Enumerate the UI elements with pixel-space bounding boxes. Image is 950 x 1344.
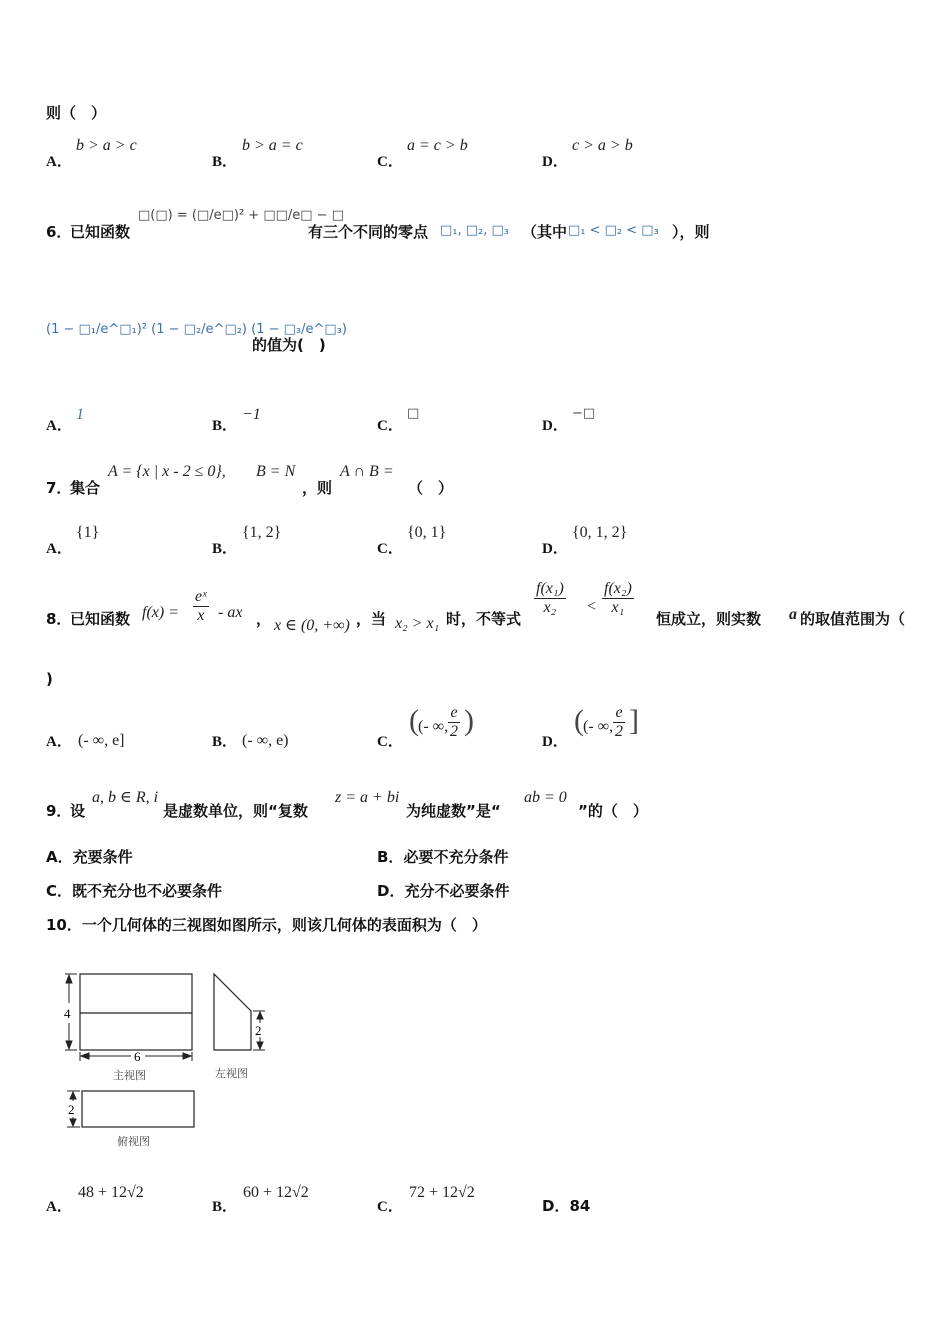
q10-option-a-label: A． — [46, 1199, 72, 1215]
q9-ab: ab = 0 — [524, 789, 567, 806]
q8-option-d-bracket-open: ( — [574, 704, 584, 737]
q8-option-c-expr-open: (- ∞, — [418, 718, 449, 735]
q8-f-tail: - ax — [218, 604, 243, 621]
q8-option-c-bracket-close: ) — [464, 704, 474, 737]
q8-f-numerator: eˣ — [195, 588, 207, 605]
q7-option-c-label: C． — [377, 541, 403, 557]
q9-number: 9． — [46, 802, 72, 820]
q9-complex: z = a + bi — [335, 789, 400, 806]
q10-option-b-label: B． — [212, 1199, 238, 1215]
q8-number: 8． — [46, 610, 72, 628]
q6-function-expr: □(□) = (□/e□)² + □□/e□ − □ — [138, 208, 344, 223]
q8-option-c-fraction — [448, 704, 460, 741]
q8-option-d-fraction — [613, 704, 625, 741]
q7-mid: ，则 — [302, 479, 333, 497]
q6-zeros: □₁, □₂, □₃ — [440, 223, 510, 238]
q8-f-lhs: f(x) = — [142, 604, 179, 621]
top-view-label: 俯视图 — [117, 1135, 150, 1148]
q6-option-c-label: C． — [377, 418, 403, 434]
q8-comma: ， — [256, 610, 272, 628]
q8-prefix: 已知函数 — [70, 610, 131, 628]
q8-option-b-expr: (- ∞, e) — [242, 732, 289, 749]
q8-option-a-label: A． — [46, 734, 72, 750]
q6-prefix: 已知函数 — [70, 223, 131, 241]
q10-option-c-label: C． — [377, 1199, 403, 1215]
q7-option-b-label: B． — [212, 541, 238, 557]
q8-ineq-right-fraction — [602, 580, 634, 617]
q5-option-c-expr: a = c > b — [407, 137, 468, 154]
top-view-outline — [82, 1091, 194, 1127]
q5-stem: 则（ ） — [46, 104, 107, 122]
q6-product-expr: (1 − □₁/e^□₁)² (1 − □₂/e^□₂) (1 − □₃/e^□₃) — [46, 322, 347, 337]
q8-option-d-label: D． — [542, 734, 568, 750]
q8-condition: x₂ > x₁ — [395, 615, 440, 632]
q5-option-a-expr: b > a > c — [76, 137, 137, 154]
q10-option-a-expr: 48 + 12√2 — [78, 1184, 144, 1201]
q9-option-c-label: C． — [46, 882, 73, 900]
q8-ineq-op: < — [587, 598, 597, 615]
q10-option-d — [542, 1195, 590, 1216]
q8-close: ) — [46, 670, 53, 688]
q7-intersection: A ∩ B = — [340, 463, 394, 480]
q7-option-d-expr: {0, 1, 2} — [572, 524, 628, 541]
q8-option-c-bracket-open: ( — [409, 704, 419, 737]
q9-option-a — [46, 846, 133, 867]
q9-option-d-label: D． — [377, 882, 405, 900]
q6-cond: □₁ < □₂ < □₃ — [568, 223, 659, 238]
dim-2-top-label: 2 — [68, 1102, 75, 1117]
q8-option-b-label: B． — [212, 734, 238, 750]
q10-option-d-expr: 84 — [569, 1197, 591, 1215]
q8-f-denominator: x — [197, 607, 205, 624]
q9-option-b-text: 必要不充分条件 — [403, 848, 509, 866]
q7-option-a-label: A． — [46, 541, 72, 557]
q8-option-d-denominator: 2 — [615, 723, 623, 740]
q8-option-c-label: C． — [377, 734, 403, 750]
q5-option-d-label: D． — [542, 154, 568, 170]
q9-text2: 为纯虚数”是“ — [406, 802, 501, 820]
q8-option-c-denominator: 2 — [450, 723, 458, 740]
side-view-label: 左视图 — [215, 1067, 248, 1080]
q9-text1: 是虚数单位，则“复数 — [163, 802, 308, 820]
three-view-figure — [55, 965, 275, 1155]
q6-option-a-label: A． — [46, 418, 72, 434]
q6-middle: 有三个不同的零点 — [308, 223, 429, 241]
q8-ineq-right-numerator: f(x₂) — [604, 580, 632, 597]
q7-set-a: A = {x | x - 2 ≤ 0}, — [108, 463, 226, 480]
q6-cond-close: ），则 — [672, 223, 710, 241]
q8-ineq-left-numerator: f(x₁) — [536, 580, 564, 597]
q10-stem: 10．一个几何体的三视图如图所示，则该几何体的表面积为（ ） — [46, 916, 487, 934]
q7-option-c-expr: {0, 1} — [407, 524, 447, 541]
q5-option-b-label: B． — [212, 154, 238, 170]
q8-domain: x ∈ (0, +∞) — [274, 617, 350, 634]
q6-option-b-label: B． — [212, 418, 238, 434]
q7-option-b-expr: {1, 2} — [242, 524, 282, 541]
q8-option-d-expr-open: (- ∞, — [583, 718, 614, 735]
q8-shi: 时，不等式 — [446, 610, 522, 628]
q8-option-c-numerator: e — [448, 704, 460, 723]
q8-var: a — [789, 606, 797, 623]
q6-suffix: 的值为( ) — [252, 336, 326, 354]
q7-prefix: 集合 — [70, 479, 101, 497]
q8-option-d-numerator: e — [613, 704, 625, 723]
q8-ineq-left-fraction — [534, 580, 566, 617]
q7-suffix: （ ） — [408, 479, 454, 497]
dim-6-label: 6 — [134, 1049, 141, 1064]
q8-option-d-bracket-close: ] — [629, 704, 639, 737]
q9-condition: a, b ∈ R, i — [92, 789, 159, 806]
q8-ineq-left-denominator: x₂ — [543, 599, 557, 616]
q5-option-d-expr: c > a > b — [572, 137, 633, 154]
q9-option-d — [377, 880, 509, 901]
q10-option-c-expr: 72 + 12√2 — [409, 1184, 475, 1201]
q6-option-a-expr: 1 — [76, 406, 84, 423]
q8-option-a-expr: (- ∞, e] — [78, 732, 125, 749]
q9-option-a-text: 充要条件 — [72, 848, 133, 866]
q7-set-b: B = N — [256, 463, 296, 480]
q8-f-fraction — [193, 588, 209, 625]
top-view — [82, 1091, 194, 1127]
q8-suffix2: 的取值范围为（ — [800, 610, 906, 628]
q8-suffix: 恒成立，则实数 — [656, 610, 762, 628]
q6-number: 6． — [46, 223, 72, 241]
q10-option-d-label: D． — [542, 1197, 570, 1215]
q8-ineq-right-denominator: x₁ — [611, 599, 625, 616]
q7-number: 7． — [46, 479, 72, 497]
q5-option-c-label: C． — [377, 154, 403, 170]
side-view — [214, 974, 251, 1050]
q9-option-d-text: 充分不必要条件 — [404, 882, 510, 900]
q6-option-d-label: D． — [542, 418, 568, 434]
q9-prefix: 设 — [70, 802, 86, 820]
q7-option-a-expr: {1} — [76, 524, 100, 541]
q9-option-c — [46, 880, 222, 901]
q9-option-a-label: A． — [46, 848, 73, 866]
dim-2-side-label: 2 — [255, 1023, 262, 1038]
q5-option-a-label: A． — [46, 154, 72, 170]
side-view-outline — [214, 974, 251, 1050]
dim-4-label: 4 — [64, 1006, 71, 1021]
front-view-label: 主视图 — [113, 1069, 146, 1082]
q9-option-b — [377, 846, 508, 867]
q5-option-b-expr: b > a = c — [242, 137, 303, 154]
q6-option-d-expr: −□ — [572, 406, 596, 421]
q6-cond-open: （其中 — [522, 223, 568, 241]
q7-option-d-label: D． — [542, 541, 568, 557]
front-view-outline — [80, 974, 192, 1050]
q10-option-b-expr: 60 + 12√2 — [243, 1184, 309, 1201]
q6-option-c-expr: □ — [407, 406, 420, 421]
q9-text3: ”的（ ） — [578, 802, 648, 820]
q8-dang: ，当 — [356, 610, 387, 628]
q9-option-c-text: 既不充分也不必要条件 — [72, 882, 223, 900]
q9-option-b-label: B． — [377, 848, 404, 866]
q6-option-b-expr: −1 — [242, 406, 261, 423]
front-view — [80, 974, 192, 1050]
